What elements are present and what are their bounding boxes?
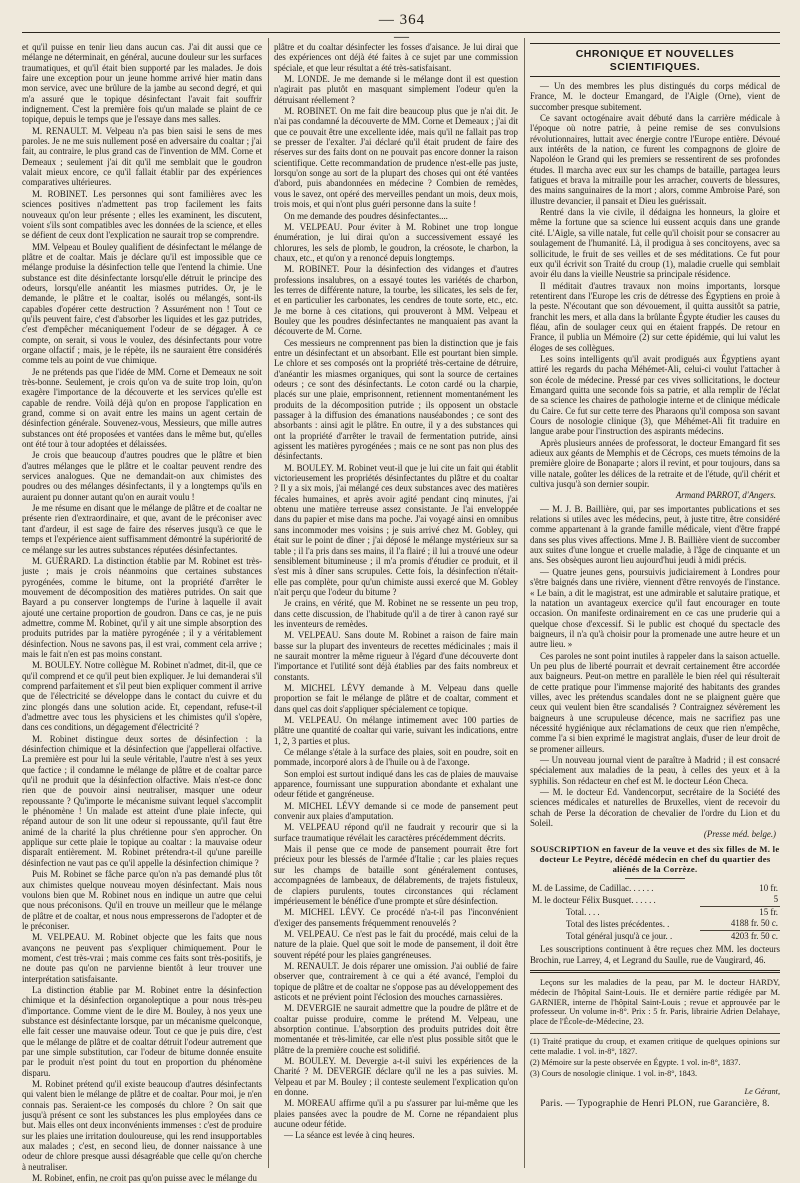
paragraph: Ce mélange s'étale à la surface des plaies, soit en poudre, soit en pommade, incorporé alors à de l'huile ou à de l'axonge. xyxy=(274,747,518,768)
author-signature: Armand PARROT, d'Angers. xyxy=(675,490,776,501)
subscription-heading xyxy=(530,844,780,874)
paragraph: Il méditait d'autres travaux non moins importants, lorsque retentirent dans l'Europe les cris de détresse des Égyptiens en proie à la peste. N'écoutant que son dévouement, il quitta aussitôt sa patrie, franchit les mers, et alla dans la brûlante Égypte étudier les causes du fléau, afin de soulager ceux qui en étaient frappés. De retour en France, il publia un Mémoire (2) sur cette épidémie, qui lui valut les éloges de ses collègues. xyxy=(530,280,780,353)
total-amount: 15 fr. xyxy=(700,906,780,918)
subscription-amount: 5 xyxy=(773,894,778,905)
subscriber-name: M. le docteur Félix Busquet. . . . . . xyxy=(532,894,656,905)
total-label: Total général jusqu'à ce jour. . xyxy=(566,930,673,941)
paragraph: M. ROBINET. Pour la désinfection des vidanges et d'autres professions insalubres, on a essayé toutes les variétés de charbon, les terres de différente nature, la tourbe, les silicates, les sels de fer, et en particulier les carbonates, les cendres de toute sorte, etc., etc. Je me borne à ces citations, qui prouveront à MM. Velpeau et Bouley que les poudres désinfectantes ne manquaient pas avant la découverte de M. Corne. xyxy=(274,264,518,337)
paragraph: — Quatre jeunes gens, poursuivis judiciairement à Londres pour s'être baignés dans une rivière, viennent d'être renvoyés de l'instance. « Le bain, a dit le magistrat, est une admirable et salutaire pratique, et la natation un avantageux exercice qu'il faut encourager en toute occasion. On manifeste ordinairement en ce cas une pruderie qui a quelque chose d'excessif. Si le public est choqué du spectacle des baigneurs, il n'a qu'à choisir pour la promenade une autre heure et un autre lieu. » xyxy=(530,566,780,650)
paragraph: Je me résume en disant que le mélange de plâtre et de coaltar ne présente rien d'extraordinaire, et que, avant de le préconiser avec tant d'ardeur, il est sage de faire des réserves jusqu'à ce que le temps et l'expérience aient suffisamment démontré la supériorité de ce mélange sur les autres substances réputées désinfectantes. xyxy=(22,503,262,555)
paragraph: M. MICHEL LÉVY demande à M. Velpeau dans quelle proportion se fait le mélange de plâtre et de coaltar, comment et dans quel cas doit s'appliquer spécialement ce topique. xyxy=(274,682,518,714)
paragraph: M. Robinet distingue deux sortes de désinfection : la désinfection chimique et la désinfection que j'appellerai olfactive. La première est pour lui la seule véritable, l'autre n'est à ses yeux que factice ; il condamne le mélange de plâtre et de coaltar parce qu'il ne produit que la désinfection olfactive. Mais n'est-ce donc rien que de pouvoir ainsi neutraliser, masquer une odeur repoussante ? Qu'importe le mécanisme suivant lequel s'accomplit le phénomène ! Un malade est atteint d'une plaie infecte, qui répand autour de son lit une odeur si repoussante, qu'il faut être animé de la charité la plus chrétienne pour s'en approcher. On applique sur cette plaie le topique au coaltar : la mauvaise odeur disparaît entièrement. M. Robinet prétendra-t-il qu'une pareille désinfection ne vaut pas ce qu'il appelle la désinfection chimique ? xyxy=(22,733,262,868)
header-rule xyxy=(22,32,780,33)
paragraph: M. ROBINET. On me fait dire beaucoup plus que je n'ai dit. Je n'ai pas condamné la découverte de MM. Corne et Demeaux ; j'ai dit que ce pouvait être une excellente idée, mais qu'il ne fallait pas trop se presser de l'exalter. J'ai déclaré qu'il était prudent de faire des réserves sur des faits dont on ne pouvait pas encore donner la raison scientifique. Cette recommandation de prudence n'est-elle pas juste, lorsqu'on songe au sort de la plupart des choses qui ont été vantées d'abord, puis abandonnées en médecine ? Combien de remèdes, vous le savez, ont opéré des merveilles pendant un mois, deux mois, trois mois, et qui n'ont plus guéri personne dans la suite ! xyxy=(274,106,518,210)
paragraph: Je ne prétends pas que l'idée de MM. Corne et Demeaux ne soit très-bonne. Seulement, je crois qu'on va de suite trop loin, qu'on exagère l'importance de la découverte et les services qu'elle est capable de rendre. Voilà déjà qu'on en propose l'application en grand, comme si on avait entre les mains un agent certain de désinfection générale. Souvenez-vous, Messieurs, que mille autres substances ont été proposées et vantées dans le même but, qu'elles ont été tour à tour adoptées et délaissées. xyxy=(22,366,262,450)
paragraph: M. MOREAU affirme qu'il a pu s'assurer par lui-même que les plaies pansées avec la poudre de M. Corne ne répandaient plus aucune odeur fétide. xyxy=(274,1098,518,1130)
paragraph: Les souscriptions continuent à être reçues chez MM. les docteurs Brochin, rue Larrey, 4, et Legrand du Saulle, rue de Vaugirard, 46. xyxy=(530,944,780,965)
table-row xyxy=(530,906,780,918)
paragraph: M. LONDE. Je me demande si le mélange dont il est question n'agirait pas plutôt en masquant simplement l'odeur qu'en la détruisant réellement ? xyxy=(274,74,518,105)
paragraph: — M. J. B. Baillière, qui, par ses importantes publications et ses relations si utiles avec les médecins, peut, à juste titre, être considéré comme appartenant à la grande famille médicale, vient d'être frappé dans ses plus vives affections. Mme J. B. Baillière vient de succomber aux suites d'une longue et cruelle maladie, à l'âge de cinquante et un ans. Ses obsèques auront lieu aujourd'hui jeudi à midi précis. xyxy=(530,503,780,566)
title-rule xyxy=(530,43,780,44)
paragraph: M. DEVERGIE ne saurait admettre que la poudre de plâtre et de coaltar puisse produire, comme le prétend M. Velpeau, une absorption continue. L'absorption des produits putrides doit être momentanée et très-limitée, car elle n'est plus possible sitôt que le plâtre de la première couche est solidifié. xyxy=(274,1003,518,1055)
newspaper-page xyxy=(22,8,780,1183)
subscription-amount: 10 fr. xyxy=(759,882,778,893)
footnote: (1) Traité pratique du croup, et examen critique de quelques opinions sur cette maladie. 1 vol. in-8°, 1827. xyxy=(530,1036,780,1056)
table-row xyxy=(530,930,780,942)
paragraph: — M. le docteur Ed. Vandencorput, secrétaire de la Société des sciences médicales et naturelles de Bruxelles, vient de recevoir du schah de Perse la décoration de chevalier de l'ordre du Lion et du Soleil. xyxy=(530,787,780,829)
divider xyxy=(530,970,780,973)
chronicle-title: CHRONIQUE ET NOUVELLES SCIENTIFIQUES. xyxy=(575,48,735,73)
paragraph: M. GUÉRARD. La distinction établie par M. Robinet est très-juste ; mais je crois néanmoins que certaines substances pyrogénées, comme le bitume, ont la propriété d'arrêter le mouvement de décomposition des matières putrides. On sait que Bayard a pu conserver longtemps de l'urine à laquelle il avait ajouté une certaine proportion de goudron. Dans ce cas, je ne puis admettre, comme M. Robinet, qu'il y ait une simple absorption des produits putrides par la matière pyrogénée ; il y a véritablement désinfection. Nous ne savons pas, il est vrai, comment cela arrive ; mais le fait n'en est pas moins constant. xyxy=(22,555,262,659)
column-separator xyxy=(268,38,269,1168)
footnote: (3) Cours de nosologie clinique. 1 vol. in-8°, 1843. xyxy=(530,1068,698,1078)
paragraph: M. VELPEAU. On mélange intimement avec 100 parties de plâtre une quantité de coaltar qui varie, suivant les indications, entre 1, 2, 3 parties et plus. xyxy=(274,715,518,746)
paragraph: et qu'il puisse en tenir lieu dans aucun cas. J'ai dit aussi que ce mélange ne déterminait, en général, aucune douleur sur les surfaces traumatiques, et qu'il était bien supporté par les malades. Je dois faire une exception pour un jeune homme arrivé hier matin dans mon service, avec une brûlure de la jambe au second degré, et qui m'a assuré que le topique désinfectant l'avait fait souffrir indignement. C'est la première fois qu'un malade se plaint de ce topique, depuis le temps que je l'essaye dans mes salles. xyxy=(22,42,262,125)
table-row xyxy=(530,894,780,906)
title-rule xyxy=(530,76,780,77)
page-number: — 364 — xyxy=(378,12,426,45)
paragraph: M. BOULEY. M. Robinet veut-il que je lui cite un fait qui établit victorieusement les propriétés désinfectantes du plâtre et du coaltar ? Il y a six mois, j'ai mélangé ces deux substances avec des matières fécales humaines, et après avoir agité pendant cinq minutes, j'ai obtenu une matière terreuse assez consistante. Je l'ai enveloppée dans du papier et mise dans ma poche. J'ai voyagé ainsi en omnibus sans incommoder mes voisins ; je suis arrivé chez M. Gobley, qui était sur le point de dîner ; j'ai déposé le mélange mystérieux sur sa table ; il l'a pris dans ses mains, il l'a flairé ; il lui a trouvé une odeur sensiblement bitumineuse ; il m'a promis d'étudier ce produit, et il s'est mis à dîner sans scrupules. Cette fois, la désinfection n'était-elle pas complète, pour qu'un chimiste aussi exercé que M. Gobley n'ait perçu que l'odeur du bitume ? xyxy=(274,462,518,597)
paragraph: Après plusieurs années de professorat, le docteur Emangard fit ses adieux aux géants de Memphis et de Cécrops, ces muets témoins de la première gloire de Bonaparte ; alors il revint, et pour toujours, dans sa ville natale, goûter les délices de la retraite et de l'étude, qu'il chérit et cultiva jusqu'à son dernier soupir. xyxy=(530,437,780,490)
paragraph: — Un des membres les plus distingués du corps médical de France, M. le docteur Emangard, de l'Aigle (Orne), vient de succomber presque subitement. xyxy=(530,81,780,112)
table-row xyxy=(530,883,780,895)
footnote: (2) Mémoire sur la peste observée en Égypte. 1 vol. in-8°, 1837. xyxy=(530,1057,741,1067)
gerant-signature: Le Gérant, xyxy=(744,1086,780,1096)
page-header xyxy=(22,8,780,45)
paragraph: M. VELPEAU. Sans doute M. Robinet a raison de faire main basse sur la plupart des inventeurs de recettes médicinales ; mais il ne saurait montrer la même rigueur à l'égard d'une découverte dont l'importance et l'utilité sont déjà établies par des faits nombreux et constants. xyxy=(274,630,518,682)
paragraph: M. BOULEY. M. Devergie a-t-il suivi les expériences de la Charité ? M. DEVERGIE déclare qu'il ne les a pas suivies. M. Velpeau et par M. Bouley ; il conteste seulement l'explication qu'on en donne. xyxy=(274,1056,518,1098)
paragraph: Son emploi est surtout indiqué dans les cas de plaies de mauvaise apparence, fournissant une suppuration abondante et exhalant une odeur fétide et gangréneuse. xyxy=(274,768,518,800)
subscription-table xyxy=(530,883,780,943)
paragraph: M. Robinet prétend qu'il existe beaucoup d'autres désinfectants qui valent bien le mélange de plâtre et de coaltar. Pour moi, je n'en connais pas. Seraient-ce les composés du chlore ? On sait que jusqu'à présent ce sont les substances les plus employées dans ce but. Mais elles ont deux inconvénients immenses : c'est de produire sur les plaies une irritation douloureuse, qui les rend insupportables aux malades ; c'est, en second lieu, de donner naissance à une odeur de chlore presque aussi désagréable que celle qu'on cherche à neutraliser. xyxy=(22,1079,262,1172)
paragraph: M. RENAULT. M. Velpeau n'a pas bien saisi le sens de mes paroles. Je ne me suis nullement posé en adversaire du coaltar ; j'ai fait, au contraire, le plus grand cas de l'invention de MM. Corne et Demeaux ; seulement j'ai dit qu'il me semblait que le goudron valait mieux encore, ce qu'il fallait établir par des expériences comparatives ultérieures. xyxy=(22,125,262,188)
total-amount: 4188 fr. 50 c. xyxy=(730,918,778,929)
paragraph: plâtre et du coaltar désinfecter les fosses d'aisance. Je lui dirai que des expériences ont déjà été faites à ce sujet par une commission spéciale, et que leur résultat a été très-satisfaisant. xyxy=(274,42,518,73)
paragraph: M. RENAULT. Je dois réparer une omission. J'ai oublié de faire observer que, contrairement à ce qui a été avancé, l'emploi du topique de plâtre et de coaltar ne s'oppose pas au développement des asticots et ne prévient point l'éclosion des mouches carnassières. xyxy=(274,960,518,1002)
paragraph: Ces paroles ne sont point inutiles à rappeler dans la saison actuelle. Un peu plus de liberté pourrait et devrait certainement être accordée aux baigneurs. Peut-on mettre en parallèle le bien réel qui résulterait de cette pratique pour l'immense majorité des habitants des grandes villes, avec les prétendus scandales dont ne se plaignent guère que ceux qui veulent bien être scandalisés ? Contraignez sévèrement les baigneurs à une scrupuleuse décence, mais ne sacrifiez pas une nécessité hygiénique aux réclamations de ceux que rien n'empêche, comme l'a si bien exprimé le magistrat anglais, d'user de leur droit de se promener ailleurs. xyxy=(530,650,780,754)
paragraph: Ces messieurs ne comprennent pas bien la distinction que je fais entre un désinfectant et un absorbant. Elle est pourtant bien simple. Le chlore et ses composés ont la propriété très-certaine de détruire, d'anéantir les miasmes organiques, qui sont la source de certaines odeurs ; ce sont des désinfectants. Le coton cardé ou la charpie, placés sur une plaie, emprisonnent, retiennent momentanément les produits de la décomposition putride ; ils opposent un obstacle passager à la diffusion des émanations nauséabondes ; ce sont des absorbants : ainsi agit le plâtre. En outre, il y a des substances qui ont la propriété d'arrêter le travail de fermentation putride, ainsi agissent les matières pyrogénées ; mais ce ne sont pas non plus des désinfectants. xyxy=(274,337,518,462)
paragraph: Ce savant octogénaire avait débuté dans la carrière médicale à l'époque où notre patrie, à peine remise de ses convulsions révolutionnaires, luttait avec énergie contre l'Europe entière. Dévoué aux intérêts de la nation, ce furent les compagnons de gloire de Napoléon le Grand qui les premiers se ressentirent de ses profondes études. Il marcha avec eux sur les champs de bataille, partagea leurs fatigues et brava la mitraille pour les arracher, couverts de blessures, des mains sanguinaires de la mort ; alors, comme Ambroise Paré, son illustre devancier, il pansait et Dieu les guérissait. xyxy=(530,113,780,206)
paragraph: MM. Velpeau et Bouley qualifient de désinfectant le mélange de plâtre et de coaltar. Mais je déclare qu'il est impossible que ce mélange produise la désinfection telle que l'entend la chimie. Une substance est dite désinfectante lorsqu'elle détruit le principe des odeurs, lorsqu'elle anéantit les miasmes putrides. Or, je le demande, le plâtre et le coaltar, isolés ou mélangés, sont-ils capables d'opérer cette destruction ? Assurément non ! Tout ce qu'ils peuvent faire, c'est d'absorber les liquides et les gaz putrides, c'est d'empêcher mécaniquement l'odeur de se dégager. À ce compte, on serait, si vous le voulez, des désinfectants pour votre organe olfactif ; mais, je le répète, ils ne sauraient être considérés comme tels au point de vue chimique. xyxy=(22,241,262,366)
subscriber-name: M. de Lassime, de Cadillac. . . . . . xyxy=(532,882,654,893)
subscription-heading-text: SOUSCRIPTION en faveur de la veuve et des six filles de M. le docteur Le Peytre, décédé médecin en chef du quartier des aliénés de la Corrèze. xyxy=(530,843,780,874)
total-label: Total des listes précédentes. . xyxy=(566,918,670,929)
paragraph: M. BOULEY. Notre collègue M. Robinet n'admet, dit-il, que ce qu'il comprend et ce qu'il peut bien expliquer. Je lui demanderai s'il comprend parfaitement et s'il peut bien expliquer comment il arrive que de l'électricité se développe dans le contact du cuivre et du zinc plongés dans une solution acide. Et, cependant, refuse-t-il d'admettre avec tous les physiciens et les chimistes qu'il s'opère, dans ces conditions, un dégagement d'électricité ? xyxy=(22,660,262,733)
table-row xyxy=(530,918,780,930)
source-credit: (Presse méd. belge.) xyxy=(703,829,776,840)
paragraph: M. VELPEAU. M. Robinet objecte que les faits que nous avançons ne peuvent pas s'expliquer chimiquement. Pour le moment, c'est très-vrai ; mais comme ces faits sont très-positifs, je ne doute pas qu'on ne parvienne bientôt à leur trouver une interprétation satisfaisante. xyxy=(22,932,262,984)
paragraph: M. MICHEL LÉVY. Ce procédé n'a-t-il pas l'inconvénient d'exiger des pansements fréquemment renouvelés ? xyxy=(274,907,518,928)
paragraph: Rentré dans la vie civile, il dédaigna les honneurs, la gloire et même la fortune que sa science lui eussent acquis dans une grande cité. L'Aigle, sa ville natale, fut celle qu'il choisit pour se consacrer au soulagement de l'humanité. Là, il prodigua à ses concitoyens, avec sa sollicitude, le fruit de ses veilles et de ses méditations. Ce fut pour eux qu'il écrivit son Traité du croup (1), maladie cruelle qui semblait avoir élu dans la vieille Neustrie sa principale résidence. xyxy=(530,207,780,280)
column-3 xyxy=(530,42,780,1168)
total-label: Total. . . . xyxy=(566,906,600,917)
paragraph: — La séance est levée à cinq heures. xyxy=(284,1130,415,1141)
paragraph: M. Robinet, enfin, ne croit pas qu'on puisse avec le mélange du xyxy=(32,1173,257,1183)
paragraph: Les soins intelligents qu'il avait prodigués aux Égyptiens ayant attiré les regards du pacha Méhémet-Ali, celui-ci voulut l'attacher à son école de médecine. Pressé par ces vives sollicitations, le docteur Emangard quitta une seconde fois sa patrie, et alla remplir de l'éclat de sa science les chaires de pathologie interne et de clinique médicale du Caire. Ce fut sur cette terre des Pharaons qu'il composa son savant Cours de nosologie clinique (3), que Méhémet-Ali fit traduire en langue arabe pour l'instruction des aspirants médecins. xyxy=(530,353,780,437)
footnotes xyxy=(530,1033,780,1079)
book-advertisement: Leçons sur les maladies de la peau, par M. le docteur HARDY, médecin de l'hôpital Saint-Louis. IIe et dernière partie rédigée par M. GARNIER, interne de l'hôpital Saint-Louis ; revue et approuvée par le professeur. Un volume in-8°. Prix : 5 fr. Paris, librairie Adrien Delahaye, place de l'École-de-Médecine, 23. xyxy=(530,977,780,1027)
paragraph: Je crois que beaucoup d'autres poudres que le plâtre et bien d'autres mélanges que le plâtre et le coaltar peuvent rendre des services analogues. Que ne demandait-on aux chimistes des poudres ou des mélanges désinfectants, il y a longtemps qu'ils en auraient pu donner autant qu'on en aurait voulu ! xyxy=(22,450,262,502)
paragraph: Mais il pense que ce mode de pansement pourrait être fort précieux pour les blessés de l'armée d'Italie ; car les plaies reçues sur les champs de bataille sont généralement contuses, accompagnées de lambeaux, de délabrements, de trajets fistuleux, de clapiers purulents, toutes circonstances qui réclament impérieusement le bénéfice d'une prompte et sûre désinfection. xyxy=(274,844,518,906)
paragraph: Je crains, en vérité, que M. Robinet ne se ressente un peu trop, dans cette discussion, de l'habitude qu'il a de tirer à canon rayé sur les inventeurs de remèdes. xyxy=(274,598,518,629)
paragraph: M. VELPEAU. Pour éviter à M. Robinet une trop longue énumération, je lui dirai qu'on a successivement essayé les chlorures, les sels de plomb, le goudron, la créosote, le charbon, la chaux, etc., et qu'on y a renoncé depuis longtemps. xyxy=(274,221,518,263)
column-separator xyxy=(524,38,525,1168)
paragraph: M. VELPEAU répond qu'il ne faudrait y recourir que si la surface traumatique révélait les caractères précédemment décrits. xyxy=(274,822,518,843)
paragraph: On me demande des poudres désinfectantes.... xyxy=(284,210,448,221)
column-1 xyxy=(22,42,262,1183)
printer-imprint: Paris. — Typographie de Henri PLON, rue Garancière, 8. xyxy=(540,1099,770,1110)
paragraph: — Un nouveau journal vient de paraître à Madrid ; il est consacré spécialement aux maladies de la peau, à celles des yeux et à la syphilis. Son rédacteur en chef est M. le docteur Léon Checa. xyxy=(530,755,780,786)
paragraph: M. ROBINET. Les personnes qui sont familières avec les sciences positives n'admettent pas trop facilement les faits nouveaux qu'on leur présente ; elles les examinent, les discutent, voient s'ils sont compatibles avec les données de la science, et elles se défient de ceux dont l'explication ne saurait trop se comprendre. xyxy=(22,188,262,241)
divider xyxy=(625,878,685,879)
total-amount: 4203 fr. 50 c. xyxy=(700,930,780,942)
paragraph: Puis M. Robinet se fâche parce qu'on n'a pas demandé plus tôt aux chimistes quelque nouveau moyen désinfectant. Mais nous voulons bien que M. Robinet nous en indique un autre que celui que nous préconisons. Qu'il en trouve un meilleur que le mélange de plâtre et de coaltar, et nous nous empresserons de l'adopter et de le préconiser. xyxy=(22,869,262,931)
paragraph: M. VELPEAU. Ce n'est pas le fait du procédé, mais celui de la nature de la plaie. Quel que soit le mode de pansement, il doit être souvent répété pour les plaies gangréneuses. xyxy=(274,928,518,960)
column-2 xyxy=(274,42,518,1168)
paragraph: M. MICHEL LÉVY demande si ce mode de pansement peut convenir aux plaies d'amputation. xyxy=(274,800,518,822)
paragraph: La distinction établie par M. Robinet entre la désinfection chimique et la désinfection organoleptique a pour nous très-peu d'importance. Comme vient de le dire M. Bouley, à nos yeux une substance est désinfectante lorsque, par un mécanisme quelconque, elle fait cesser une mauvaise odeur. Tout ce que je puis dire, c'est que le mélange de plâtre et de coaltar détruit l'odeur autrement que par une simple substitution, car l'odeur de bitume donnée ensuite par le produit n'est point du tout en proportion du phénomène disparu. xyxy=(22,984,262,1078)
